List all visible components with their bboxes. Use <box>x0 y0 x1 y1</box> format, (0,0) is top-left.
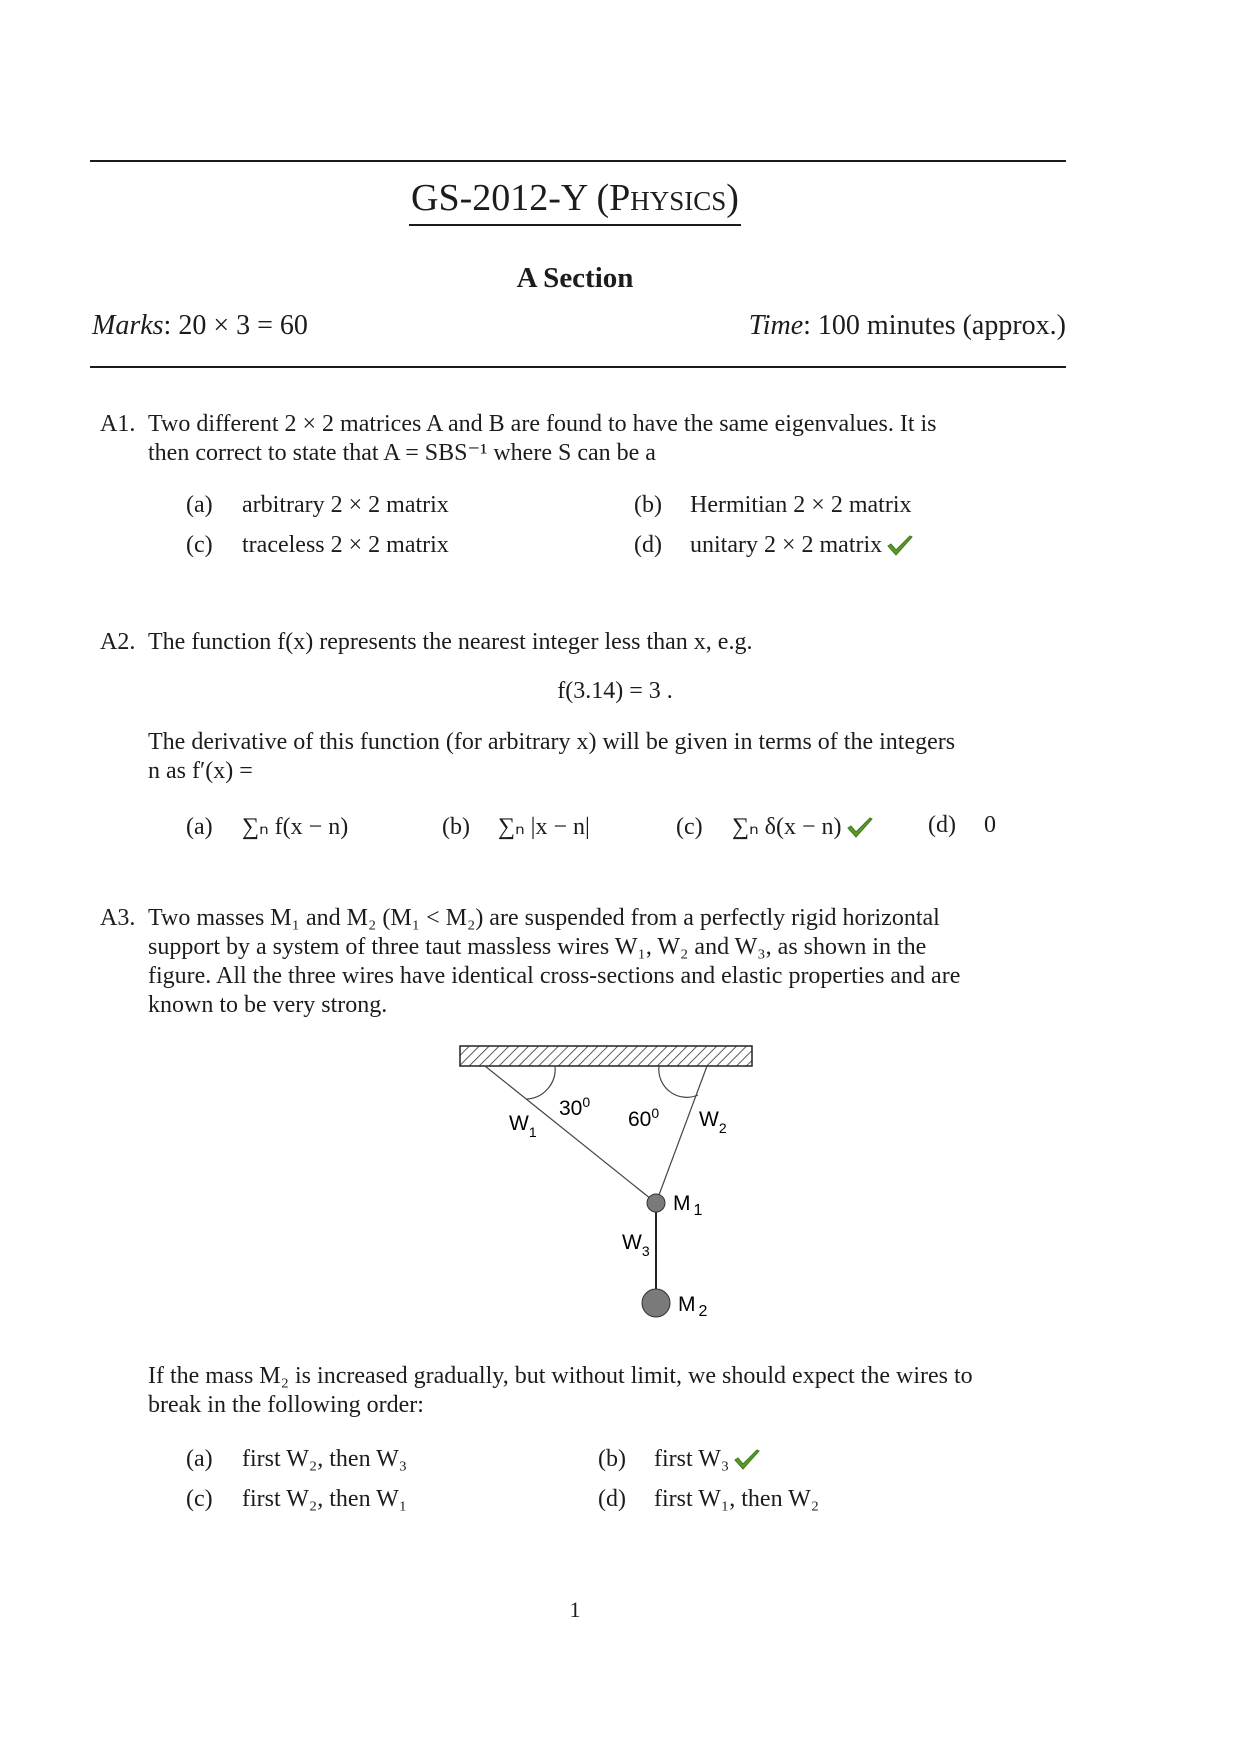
wire-label-w3: $W_3$ <box>622 1231 650 1259</box>
header-bottom-rule <box>90 366 1066 368</box>
option-a[interactable]: (a) ∑ₙ f(x − n) <box>186 814 349 840</box>
wire-label-w1: $W_1$ <box>509 1112 537 1140</box>
question-a2-continued: The derivative of this function (for arbitrary x) will be given in terms of the integers n as f′(x) = <box>148 729 956 784</box>
marks-info: Marks: 20 × 3 = 60 <box>92 310 308 341</box>
option-d[interactable]: (d) 0 <box>928 812 996 838</box>
checkmark-icon <box>886 534 914 558</box>
mass-label-m2: M $_2$ <box>678 1293 708 1320</box>
wire-w2 <box>656 1066 707 1203</box>
option-d[interactable]: (d) unitary 2 × 2 matrix <box>634 532 914 559</box>
option-c[interactable]: (c) ∑ₙ δ(x − n) <box>676 812 874 841</box>
question-text: The function f(x) represents the nearest integer less than x, e.g. <box>148 629 753 655</box>
option-d[interactable]: (d) first W₁, then W₂ <box>598 1486 820 1512</box>
equation: f(3.14) = 3 . <box>557 678 673 704</box>
angle-label-30: $30^0$ <box>559 1094 591 1120</box>
top-rule <box>90 160 1066 162</box>
mass-label-m1: M $_1$ <box>673 1192 703 1219</box>
checkmark-icon <box>846 816 874 840</box>
mass-m1 <box>647 1194 665 1212</box>
option-b[interactable]: (b) first W₃ <box>598 1446 761 1473</box>
question-number: A3. <box>100 905 136 931</box>
question-a1 <box>100 410 1068 468</box>
angle-label-60: $60^0$ <box>628 1105 660 1131</box>
wire-label-w2: $W_2$ <box>699 1108 727 1136</box>
time-info: Time: 100 minutes (approx.) <box>748 310 1066 341</box>
option-c[interactable]: (c) first W₂, then W₁ <box>186 1486 408 1512</box>
option-b[interactable]: (b) Hermitian 2 × 2 matrix <box>634 492 912 518</box>
option-a[interactable]: (a) first W₂, then W₃ <box>186 1446 408 1472</box>
mass-m2 <box>642 1289 670 1317</box>
checkmark-icon <box>733 1448 761 1472</box>
question-a3 <box>100 904 1068 1020</box>
wire-mass-figure <box>455 1040 765 1330</box>
page-number: 1 <box>569 1597 581 1622</box>
option-a[interactable]: (a) arbitrary 2 × 2 matrix <box>186 492 449 518</box>
angle-arc-30 <box>527 1066 555 1099</box>
rigid-support <box>460 1046 752 1066</box>
angle-arc-60 <box>659 1066 698 1097</box>
question-a3-continued: If the mass M₂ is increased gradually, but without limit, we should expect the wires to break in the following order: <box>148 1363 973 1418</box>
question-text: Two masses M₁ and M₂ (M₁ < M₂) are suspended from a perfectly rigid horizontal support by a system of three taut massless wires W₁, W₂ and W₃, as shown in the figure. All the three wires have identical cross-sections and elastic properties and are known to be very strong. <box>148 905 961 1018</box>
question-text: Two different 2 × 2 matrices A and B are found to have the same eigenvalues. It is then correct to state that A = SBS⁻¹ where S can be a <box>148 411 937 466</box>
question-number: A2. <box>100 629 136 655</box>
question-number: A1. <box>100 411 136 437</box>
question-a2 <box>100 628 1068 657</box>
option-c[interactable]: (c) traceless 2 × 2 matrix <box>186 532 449 558</box>
page-title: GS-2012-Y (Physics) <box>0 176 1150 226</box>
section-heading: A Section <box>516 262 634 294</box>
option-b[interactable]: (b) ∑ₙ |x − n| <box>442 814 590 840</box>
